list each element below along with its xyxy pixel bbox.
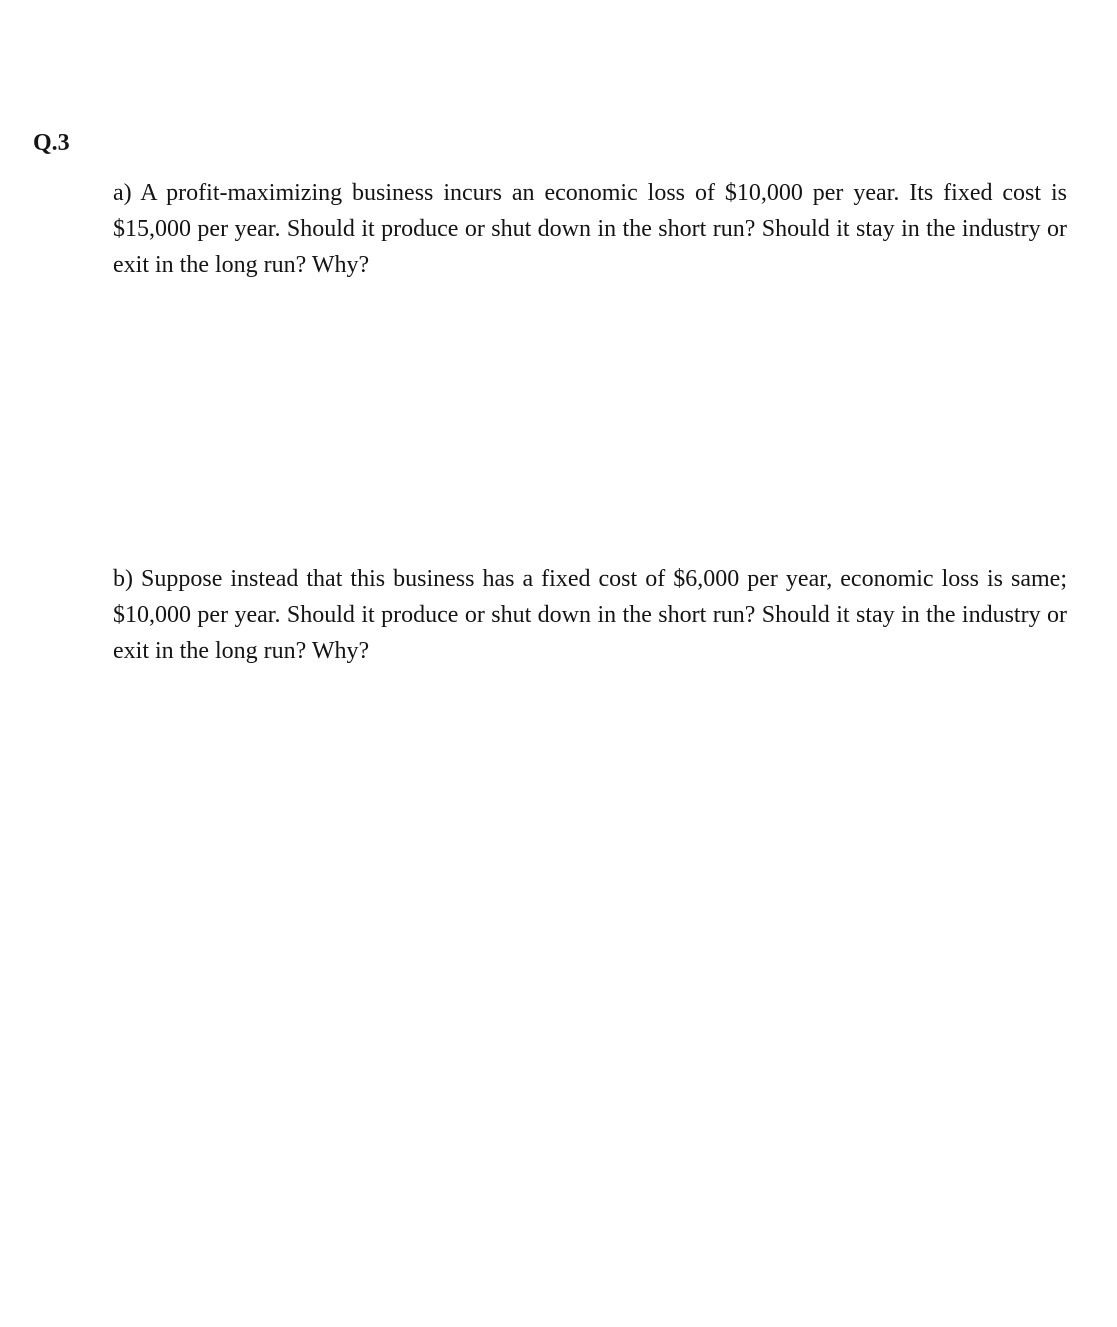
question-number: Q.3 bbox=[33, 130, 70, 156]
question-part-a: a) A profit-maximizing business incurs an economic loss of $10,000 per year. Its fixed cost is $15,000 per year. Should it produce or shut down in the short run? Should it stay in the industry or exit in the long run? Why? bbox=[113, 180, 1067, 278]
question-part-b: b) Suppose instead that this business has a fixed cost of $6,000 per year, economic loss is same; $10,000 per year. Should it produce or shut down in the short run? Should it stay in the industry or exit in the long run? Why? bbox=[113, 566, 1067, 664]
